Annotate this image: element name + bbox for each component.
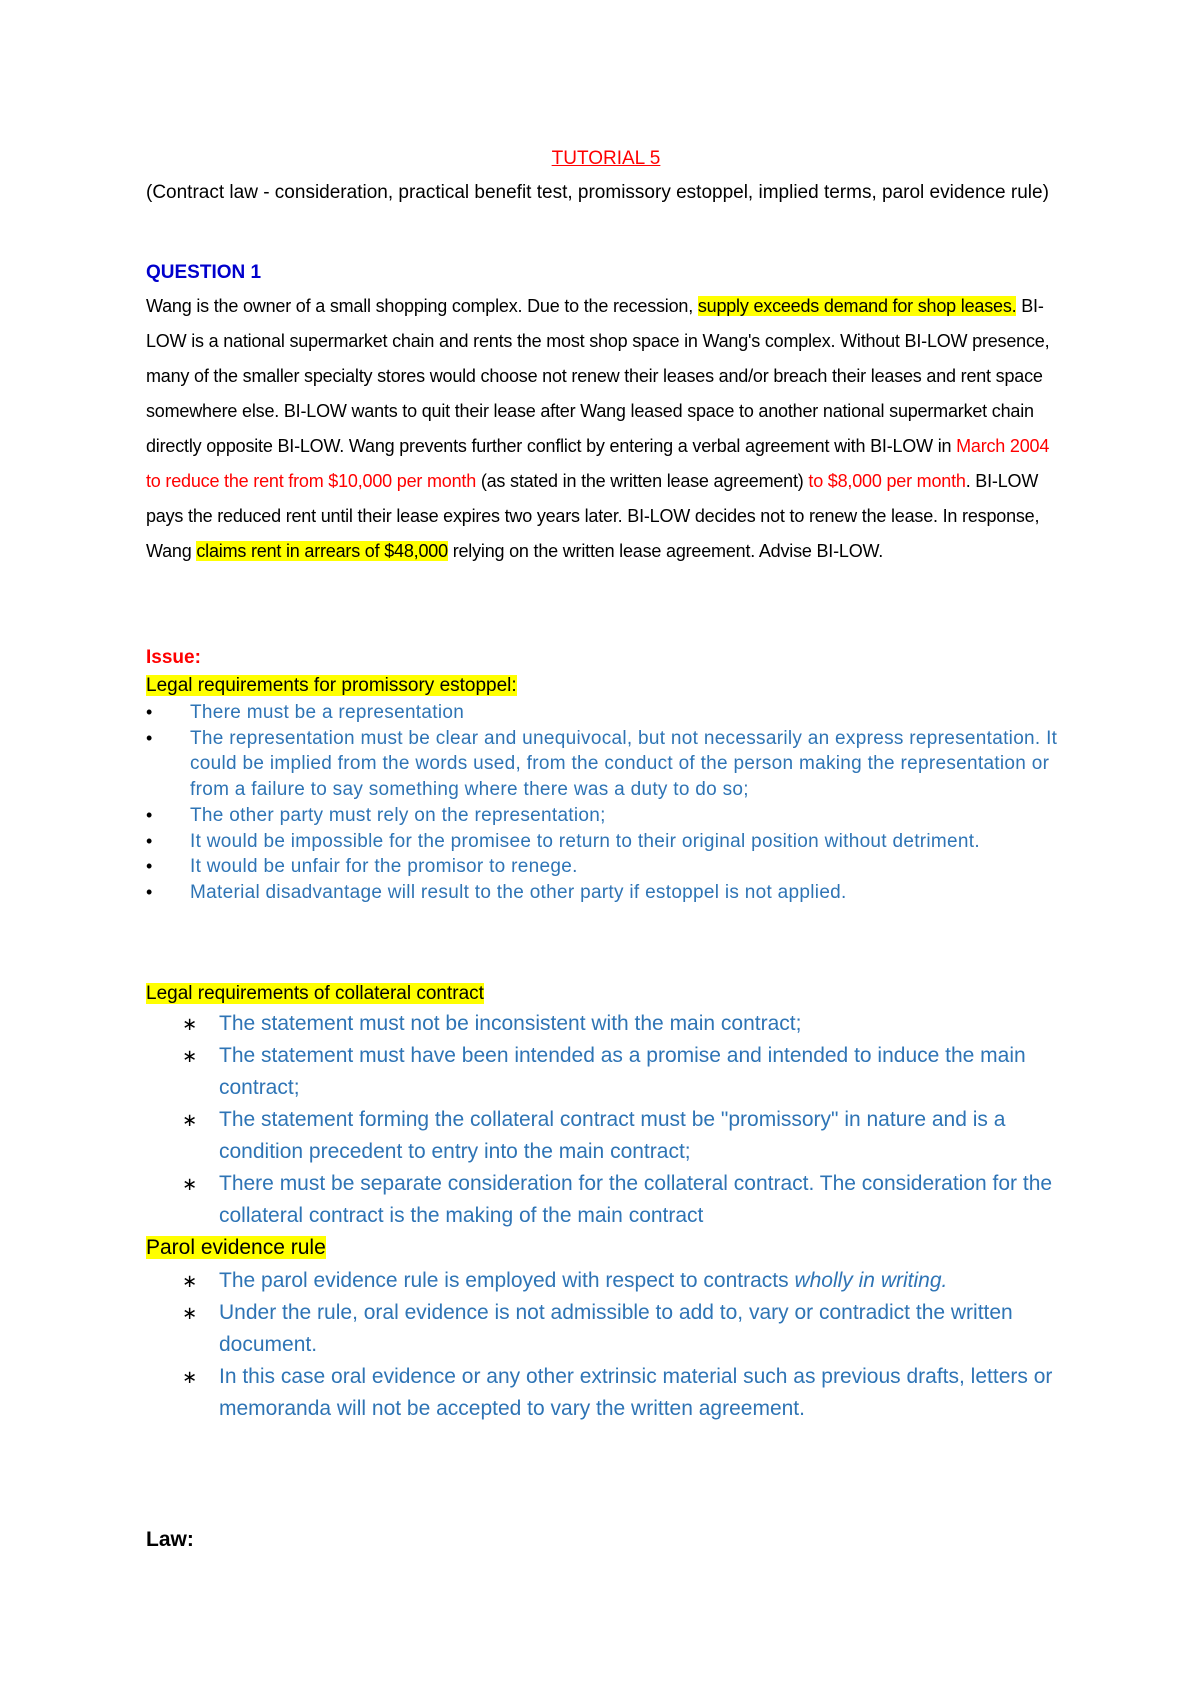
red-emphasis-text: to $8,000 per month	[808, 471, 966, 491]
question-text: BI-LOW is a national supermarket chain and rents the most shop space in Wang's complex. Without BI-LOW presence, many of the smaller specialty stores would choose not renew their leases and/or breach their leases and rent space somewhere else. BI-LOW wants to quit their lease after Wang leased space to another national supermarket chain directly opposite BI-LOW. Wang prevents further conflict by entering a verbal agreement with BI-LOW in	[146, 296, 1050, 456]
list-item-text: It would be impossible for the promisee to return to their original position without detriment.	[190, 830, 980, 852]
bullet-icon: •	[146, 830, 153, 851]
collateral-heading	[146, 982, 484, 1006]
page-subtitle: (Contract law - consideration, practical benefit test, promissory estoppel, implied terms, parol evidence rule)	[146, 182, 1049, 203]
list-item	[146, 1040, 1066, 1104]
question-body	[146, 289, 1066, 569]
highlighted-text: supply exceeds demand for shop leases.	[697, 296, 1017, 316]
question-text: (as stated in the written lease agreement)	[476, 471, 809, 491]
bullet-icon: •	[146, 727, 153, 748]
list-item-text: The parol evidence rule is employed with respect to contracts	[219, 1269, 795, 1292]
list-item-text: The statement forming the collateral contract must be "promissory" in nature and is a condition precedent to entry into the main contract;	[219, 1108, 1006, 1163]
list-item-text: The statement must not be inconsistent with the main contract;	[219, 1012, 802, 1035]
estoppel-requirements-list	[146, 700, 1066, 906]
bullet-icon: •	[146, 804, 153, 825]
question-heading: QUESTION 1	[146, 262, 262, 283]
issue-label: Issue:	[146, 647, 201, 668]
page-title: TUTORIAL 5	[551, 148, 661, 169]
asterisk-bullet-icon: ∗	[182, 1303, 198, 1323]
collateral-heading-text: Legal requirements of collateral contract	[146, 983, 484, 1004]
list-item-text: Material disadvantage will result to the other party if estoppel is not applied.	[190, 881, 847, 903]
list-item-text: The representation must be clear and unequivocal, but not necessarily an express representation. It could be implied from the words used, from the conduct of the person making the representation or from a failure to say something where there was a duty to do so;	[190, 727, 1058, 801]
italic-text: wholly in writing.	[794, 1269, 948, 1292]
parol-heading-text: Parol evidence rule	[146, 1236, 326, 1259]
list-item	[146, 1297, 1066, 1361]
list-item-text: There must be separate consideration for the collateral contract. The consideration for the collateral contract is the making of the main contract	[219, 1172, 1053, 1227]
parol-rule-list	[146, 1265, 1066, 1425]
list-item-text: The other party must rely on the representation;	[190, 804, 606, 826]
asterisk-bullet-icon: ∗	[182, 1014, 198, 1034]
question-text: relying on the written lease agreement. Advise BI-LOW.	[447, 541, 884, 561]
list-item-text: There must be a representation	[190, 702, 465, 723]
asterisk-bullet-icon: ∗	[182, 1367, 198, 1387]
list-item	[146, 1168, 1066, 1232]
asterisk-bullet-icon: ∗	[182, 1110, 198, 1130]
list-item	[146, 700, 1066, 726]
collateral-requirements-list	[146, 1008, 1066, 1232]
question-text: . BI-LOW pays the reduced rent until their lease expires two years later. BI-LOW decides not to renew the lease. In response, Wang	[146, 471, 1040, 561]
bullet-icon: •	[146, 881, 153, 902]
red-emphasis-text: March 2004 to reduce the rent from $10,000 per month	[146, 436, 1050, 491]
asterisk-bullet-icon: ∗	[182, 1174, 198, 1194]
list-item	[146, 1008, 1066, 1040]
list-item	[146, 829, 1066, 855]
bullet-icon: •	[146, 856, 153, 877]
list-item-text: The statement must have been intended as a promise and intended to induce the main contract;	[219, 1044, 1026, 1099]
asterisk-bullet-icon: ∗	[182, 1046, 198, 1066]
list-item-text: It would be unfair for the promisor to renege.	[190, 856, 578, 878]
list-item	[146, 726, 1066, 803]
list-item	[146, 854, 1066, 880]
list-item	[146, 1104, 1066, 1168]
estoppel-heading	[146, 674, 517, 698]
law-label: Law:	[146, 1528, 194, 1551]
highlighted-text: claims rent in arrears of $48,000	[196, 541, 448, 561]
bullet-icon: •	[146, 702, 153, 722]
list-item-text: Under the rule, oral evidence is not admissible to add to, vary or contradict the written document.	[219, 1301, 1013, 1356]
list-item	[146, 880, 1066, 906]
estoppel-heading-text: Legal requirements for promissory estoppel:	[146, 675, 517, 696]
question-text: Wang is the owner of a small shopping complex. Due to the recession,	[146, 296, 698, 316]
list-item-text: In this case oral evidence or any other extrinsic material such as previous drafts, letters or memoranda will not be accepted to vary the written agreement.	[219, 1365, 1053, 1420]
list-item	[146, 1265, 1066, 1297]
list-item	[146, 1361, 1066, 1425]
asterisk-bullet-icon: ∗	[182, 1271, 198, 1291]
list-item	[146, 803, 1066, 829]
parol-heading	[146, 1233, 326, 1263]
